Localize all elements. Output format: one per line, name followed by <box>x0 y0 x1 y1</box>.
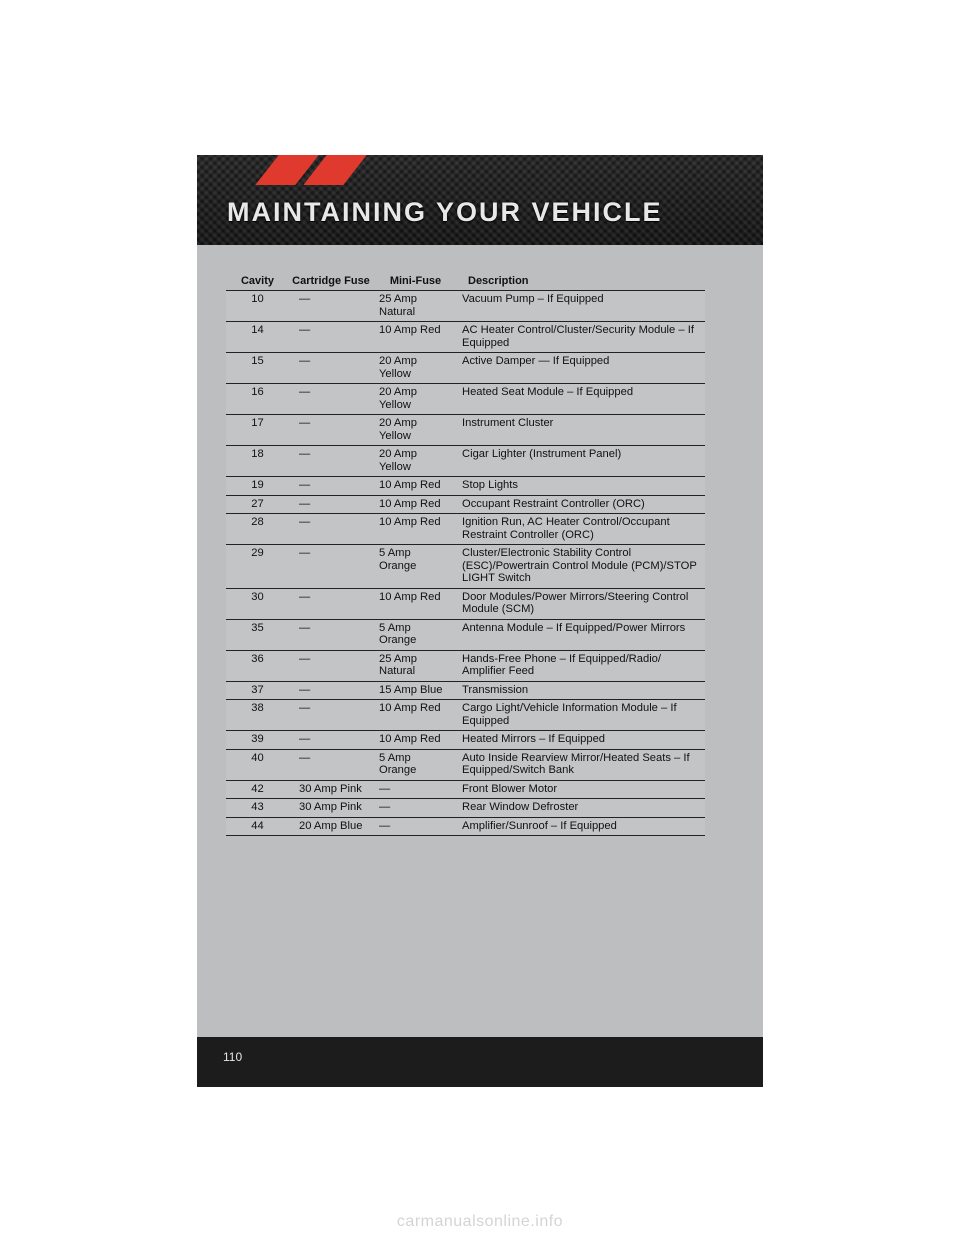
description-cell: Cargo Light/Vehicle Information Module – If Equipped <box>458 700 705 731</box>
manual-page <box>197 155 763 1087</box>
description-cell: Transmission <box>458 681 705 700</box>
cartridge-fuse-cell: — <box>289 700 373 731</box>
column-header-description: Description <box>458 273 705 291</box>
cartridge-fuse-cell: — <box>289 415 373 446</box>
column-header-mini-fuse: Mini-Fuse <box>373 273 458 291</box>
column-header-cartridge-fuse: Cartridge Fuse <box>289 273 373 291</box>
cartridge-fuse-cell: 30 Amp Pink <box>289 780 373 799</box>
mini-fuse-cell: 5 Amp Orange <box>373 619 458 650</box>
description-cell: Occupant Restraint Controller (ORC) <box>458 495 705 514</box>
mini-fuse-cell: 10 Amp Red <box>373 514 458 545</box>
cartridge-fuse-cell: — <box>289 588 373 619</box>
cartridge-fuse-cell: — <box>289 681 373 700</box>
table-row <box>226 514 705 545</box>
table-header-row <box>226 273 705 291</box>
cartridge-fuse-cell: — <box>289 477 373 496</box>
table-row <box>226 291 705 322</box>
description-cell: Active Damper — If Equipped <box>458 353 705 384</box>
mini-fuse-cell: 10 Amp Red <box>373 495 458 514</box>
table-row <box>226 322 705 353</box>
fuse-table-container <box>226 273 705 836</box>
fuse-table <box>226 273 705 836</box>
mini-fuse-cell: 10 Amp Red <box>373 700 458 731</box>
page-number: 110 <box>223 1050 243 1064</box>
cavity-cell: 42 <box>226 780 289 799</box>
description-cell: AC Heater Control/Cluster/Security Module – If Equipped <box>458 322 705 353</box>
description-cell: Stop Lights <box>458 477 705 496</box>
table-row <box>226 700 705 731</box>
table-row <box>226 650 705 681</box>
cartridge-fuse-cell: — <box>289 650 373 681</box>
description-cell: Auto Inside Rearview Mirror/Heated Seats – If Equipped/Switch Bank <box>458 749 705 780</box>
watermark-text: carmanualsonline.info <box>396 1213 564 1230</box>
cartridge-fuse-cell: — <box>289 619 373 650</box>
description-cell: Rear Window Defroster <box>458 799 705 818</box>
description-cell: Instrument Cluster <box>458 415 705 446</box>
mini-fuse-cell: 20 Amp Yellow <box>373 384 458 415</box>
mini-fuse-cell: 5 Amp Orange <box>373 749 458 780</box>
mini-fuse-cell: 5 Amp Orange <box>373 545 458 589</box>
description-cell: Door Modules/Power Mirrors/Steering Control Module (SCM) <box>458 588 705 619</box>
description-cell: Amplifier/Sunroof – If Equipped <box>458 817 705 836</box>
table-row <box>226 731 705 750</box>
cavity-cell: 35 <box>226 619 289 650</box>
cartridge-fuse-cell: — <box>289 545 373 589</box>
cartridge-fuse-cell: — <box>289 353 373 384</box>
table-row <box>226 353 705 384</box>
table-row <box>226 588 705 619</box>
cavity-cell: 19 <box>226 477 289 496</box>
table-row <box>226 384 705 415</box>
description-cell: Front Blower Motor <box>458 780 705 799</box>
table-row <box>226 749 705 780</box>
mini-fuse-cell: 20 Amp Yellow <box>373 353 458 384</box>
cartridge-fuse-cell: — <box>289 731 373 750</box>
column-header-cavity: Cavity <box>226 273 289 291</box>
section-title: MAINTAINING YOUR VEHICLE <box>227 197 663 227</box>
description-cell: Heated Mirrors – If Equipped <box>458 731 705 750</box>
cavity-cell: 40 <box>226 749 289 780</box>
cavity-cell: 38 <box>226 700 289 731</box>
section-header <box>197 155 763 245</box>
cartridge-fuse-cell: — <box>289 514 373 545</box>
cavity-cell: 18 <box>226 446 289 477</box>
table-row <box>226 415 705 446</box>
table-row <box>226 619 705 650</box>
mini-fuse-cell: 10 Amp Red <box>373 477 458 496</box>
mini-fuse-cell: 15 Amp Blue <box>373 681 458 700</box>
cavity-cell: 30 <box>226 588 289 619</box>
table-row <box>226 681 705 700</box>
cavity-cell: 17 <box>226 415 289 446</box>
description-cell: Antenna Module – If Equipped/Power Mirrors <box>458 619 705 650</box>
table-row <box>226 780 705 799</box>
cavity-cell: 36 <box>226 650 289 681</box>
cavity-cell: 14 <box>226 322 289 353</box>
table-row <box>226 545 705 589</box>
cartridge-fuse-cell: 30 Amp Pink <box>289 799 373 818</box>
cavity-cell: 28 <box>226 514 289 545</box>
mini-fuse-cell: 10 Amp Red <box>373 322 458 353</box>
cartridge-fuse-cell: — <box>289 749 373 780</box>
mini-fuse-cell: 20 Amp Yellow <box>373 446 458 477</box>
description-cell: Cluster/Electronic Stability Control (ESC)/Powertrain Control Module (PCM)/STOP LIGHT Switch <box>458 545 705 589</box>
description-cell: Cigar Lighter (Instrument Panel) <box>458 446 705 477</box>
table-row <box>226 817 705 836</box>
description-cell: Heated Seat Module – If Equipped <box>458 384 705 415</box>
cartridge-fuse-cell: — <box>289 446 373 477</box>
cavity-cell: 44 <box>226 817 289 836</box>
fuse-table-body <box>226 291 705 836</box>
mini-fuse-cell: 20 Amp Yellow <box>373 415 458 446</box>
cavity-cell: 15 <box>226 353 289 384</box>
table-row <box>226 799 705 818</box>
footer-bar <box>197 1037 763 1087</box>
table-row <box>226 495 705 514</box>
description-cell: Ignition Run, AC Heater Control/Occupant Restraint Controller (ORC) <box>458 514 705 545</box>
table-row <box>226 446 705 477</box>
mini-fuse-cell: 25 Amp Natural <box>373 650 458 681</box>
mini-fuse-cell: — <box>373 780 458 799</box>
cartridge-fuse-cell: — <box>289 322 373 353</box>
mini-fuse-cell: 25 Amp Natural <box>373 291 458 322</box>
mini-fuse-cell: 10 Amp Red <box>373 588 458 619</box>
mini-fuse-cell: — <box>373 799 458 818</box>
cartridge-fuse-cell: — <box>289 495 373 514</box>
cavity-cell: 39 <box>226 731 289 750</box>
mini-fuse-cell: 10 Amp Red <box>373 731 458 750</box>
description-cell: Vacuum Pump – If Equipped <box>458 291 705 322</box>
table-row <box>226 477 705 496</box>
cartridge-fuse-cell: 20 Amp Blue <box>289 817 373 836</box>
cartridge-fuse-cell: — <box>289 384 373 415</box>
cavity-cell: 10 <box>226 291 289 322</box>
description-cell: Hands-Free Phone – If Equipped/Radio/ Amplifier Feed <box>458 650 705 681</box>
mini-fuse-cell: — <box>373 817 458 836</box>
cavity-cell: 43 <box>226 799 289 818</box>
cavity-cell: 27 <box>226 495 289 514</box>
cavity-cell: 16 <box>226 384 289 415</box>
cavity-cell: 29 <box>226 545 289 589</box>
cavity-cell: 37 <box>226 681 289 700</box>
cartridge-fuse-cell: — <box>289 291 373 322</box>
